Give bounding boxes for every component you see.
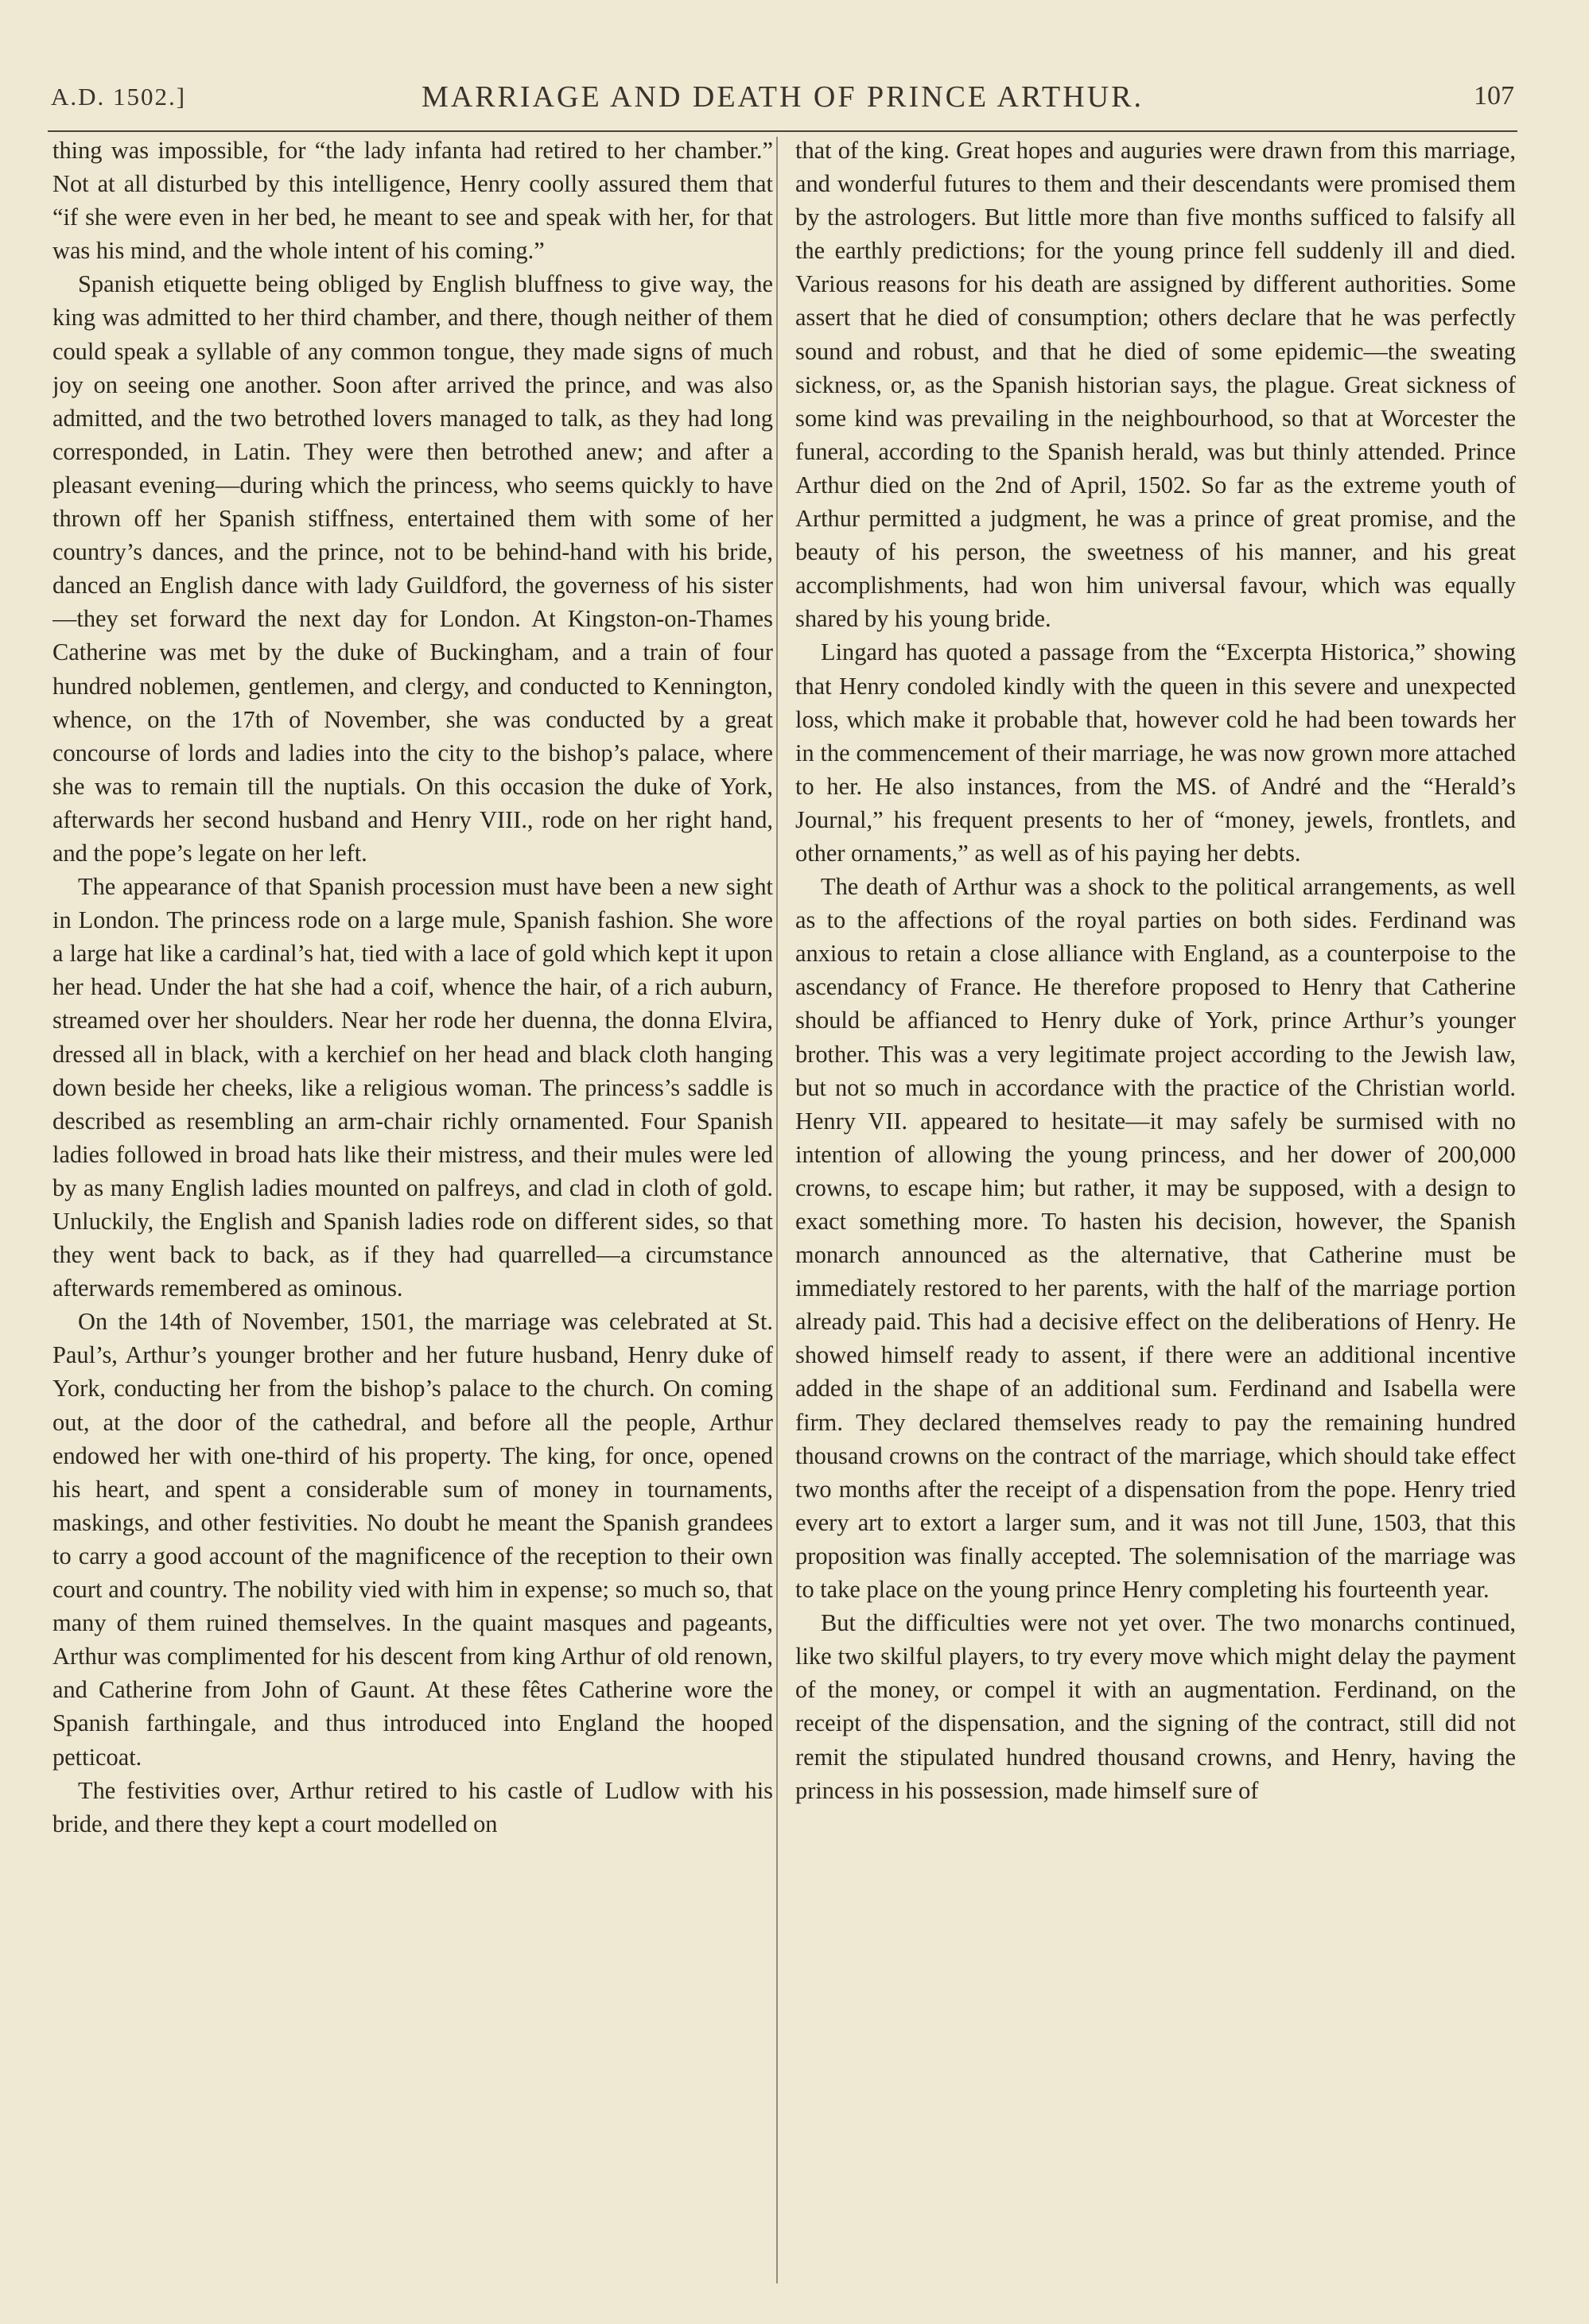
header-rule bbox=[48, 130, 1517, 132]
left-column bbox=[52, 134, 773, 2288]
paragraph: thing was impossible, for “the lady infanta had retired to her chamber.” Not at all disturbed by this intelligence, Henry coolly assured them that “if she were even in her bed, he meant to see and speak with her, for that was his mind, and the whole intent of his coming.” bbox=[52, 137, 773, 265]
paragraph: The festivities over, Arthur retired to his castle of Ludlow with his bride, and there they kept a court modelled on bbox=[52, 1776, 773, 1837]
paragraph: The appearance of that Spanish procession must have been a new sight in London. The princess rode on a large mule, Spanish fashion. She wore a large hat like a cardinal’s hat, tied with a lace of gold which kept it upon her head. Under the hat she had a coif, whence the hair, of a rich auburn, streamed over her shoulders. Near her rode her duenna, the donna Elvira, dressed all in black, with a kerchief on her head and black cloth hanging down beside her cheeks, like a religious woman. The princess’s saddle is described as resembling an arm-chair richly ornamented. Four Spanish ladies followed in broad hats like their mistress, and their mules were led by as many English ladies mounted on palfreys, and clad in cloth of gold. Unluckily, the English and Spanish ladies rode on different sides, so that they went back to back, as if they had quarrelled—a circumstance afterwards remembered as ominous. bbox=[52, 873, 773, 1302]
paragraph: But the difficulties were not yet over. The two monarchs continued, like two skilful players, to try every move which might delay the payment of the money, or compel it with an augmentation. Ferdinand, on the receipt of the dispensation, and the signing of the contract, still did not remit the stipulated hundred thousand crowns, and Henry, having the princess in his possession, made himself sure of bbox=[795, 1609, 1516, 1804]
paragraph: that of the king. Great hopes and auguries were drawn from this marriage, and wonderful futures to them and their descendants were promised them by the astrologers. But little more than five months sufficed to falsify all the earthly predictions; for the young prince fell suddenly ill and died. Various reasons for his death are assigned by different authorities. Some assert that he died of consumption; others declare that he was perfectly sound and robust, and that he died of some epidemic—the sweating sickness, or, as the Spanish historian says, the plague. Great sickness of some kind was prevailing in the neighbourhood, so that at Worcester the funeral, according to the Spanish herald, was but thinly attended. Prince Arthur died on the 2nd of April, 1502. So far as the extreme youth of Arthur permitted a judgment, he was a prince of great promise, and the beauty of his person, the sweetness of his manner, and his great accomplishments, had won him universal favour, which was equally shared by his young bride. bbox=[795, 137, 1516, 633]
running-header bbox=[48, 76, 1517, 124]
page-number: 107 bbox=[1474, 81, 1514, 111]
paragraph: Spanish etiquette being obliged by English bluffness to give way, the king was admitted to her third chamber, and there, though neither of them could speak a syllable of any common tongue, they made signs of much joy on seeing one another. Soon after arrived the prince, and was also admitted, and the two betrothed lovers managed to talk, as they had long corresponded, in Latin. They were then betrothed anew; and after a pleasant evening—during which the princess, who seems quickly to have thrown off her Spanish stiffness, entertained them with some of her country’s dances, and the prince, not to be behind-hand with his bride, danced an English dance with lady Guildford, the governess of his sister—they set forward the next day for London. At Kingston-on-Thames Catherine was met by the duke of Buckingham, and a train of four hundred noblemen, gentlemen, and clergy, and conducted to Kennington, whence, on the 17th of November, she was conducted by a great concourse of lords and ladies into the city to the bishop’s palace, where she was to remain till the nuptials. On this occasion the duke of York, afterwards her second husband and Henry VIII., rode on her right hand, and the pope’s legate on her left. bbox=[52, 270, 773, 867]
paragraph: Lingard has quoted a passage from the “Excerpta Historica,” showing that Henry condoled kindly with the queen in this severe and unexpected loss, which make it probable that, however cold he had been towards her in the commencement of their marriage, he was now grown more attached to her. He also instances, from the MS. of André and the “Herald’s Journal,” his frequent presents to her of “money, jewels, frontlets, and other ornaments,” as well as of his paying her debts. bbox=[795, 638, 1516, 867]
right-column bbox=[795, 134, 1516, 2288]
paragraph: On the 14th of November, 1501, the marriage was celebrated at St. Paul’s, Arthur’s younger brother and her future husband, Henry duke of York, conducting her from the bishop’s palace to the church. On coming out, at the door of the cathedral, and before all the people, Arthur endowed her with one-third of his property. The king, for once, opened his heart, and spent a considerable sum of money in tournaments, maskings, and other festivities. No doubt he meant the Spanish grandees to carry a good account of the magnificence of the reception to their own court and country. The nobility vied with him in expense; so much so, that many of them ruined themselves. In the quaint masques and pageants, Arthur was complimented for his descent from king Arthur of old renown, and Catherine from John of Gaunt. At these fêtes Catherine wore the Spanish farthingale, and thus introduced into England the hooped petticoat. bbox=[52, 1308, 773, 1771]
column-divider bbox=[776, 137, 778, 2283]
header-date: A.D. 1502.] bbox=[51, 83, 187, 111]
header-title: MARRIAGE AND DEATH OF PRINCE ARTHUR. bbox=[421, 80, 1144, 114]
paragraph: The death of Arthur was a shock to the political arrangements, as well as to the affections of the royal parties on both sides. Ferdinand was anxious to retain a close alliance with England, as a counterpoise to the ascendancy of France. He therefore proposed to Henry that Catherine should be affianced to Henry duke of York, prince Arthur’s younger brother. This was a very legitimate project according to the Jewish law, but not so much in accordance with the practice of the Christian world. Henry VII. appeared to hesitate—it may safely be surmised with no intention of allowing the young princess, and her dower of 200,000 crowns, to escape him; but rather, it may be supposed, with a design to exact something more. To hasten his decision, however, the Spanish monarch announced as the alternative, that Catherine must be immediately restored to her parents, with the half of the marriage portion already paid. This had a decisive effect on the deliberations of Henry. He showed himself ready to assent, if there were an additional incentive added in the shape of an additional sum. Ferdinand and Isabella were firm. They declared themselves ready to pay the remaining hundred thousand crowns on the contract of the marriage, which should take effect two months after the receipt of a dispensation from the pope. Henry tried every art to extort a larger sum, and it was not till June, 1503, that this proposition was finally accepted. The solemnisation of the marriage was to take place on the young prince Henry completing his fourteenth year. bbox=[795, 873, 1516, 1604]
